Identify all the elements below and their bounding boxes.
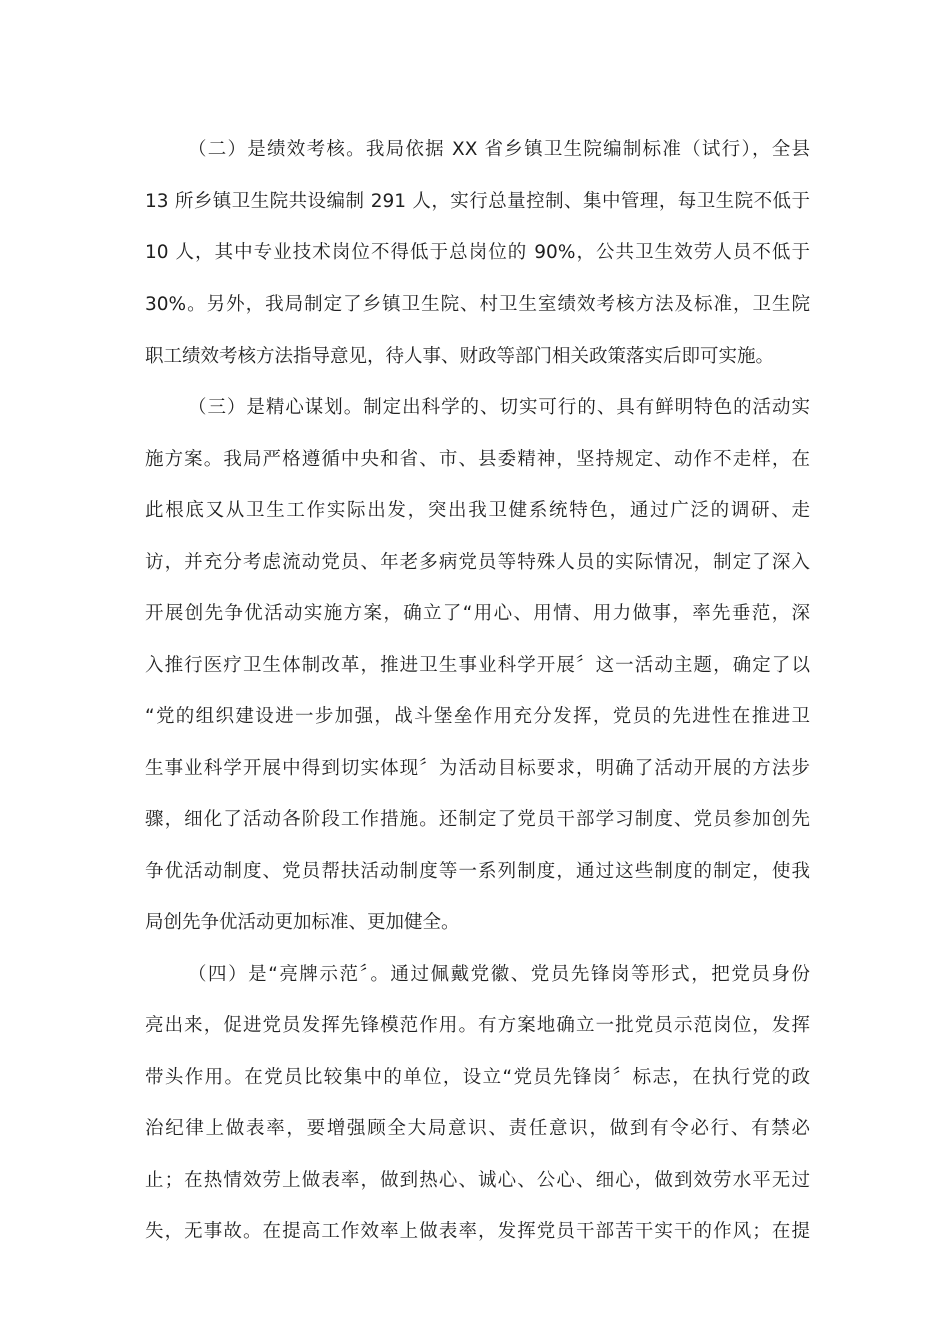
paragraph-3-line-3: 此根底又从卫生工作实际出发，突出我卫健系统特色，通过广泛的调研、走	[145, 500, 810, 521]
paragraph-3-line-8: 生事业科学开展中得到切实体现〞为活动目标要求，明确了活动开展的方法步	[145, 758, 810, 779]
paragraph-2-line-2: 13 所乡镇卫生院共设编制 291 人，实行总量控制、集中管理，每卫生院不低于	[145, 191, 810, 212]
paragraph-3-line-9: 骤，细化了活动各阶段工作措施。还制定了党员干部学习制度、党员参加创先	[145, 809, 810, 830]
paragraph-4-line-6: 失，无事故。在提高工作效率上做表率，发挥党员干部苦干实干的作风；在提	[145, 1221, 810, 1242]
paragraph-2-line-3: 10 人，其中专业技术岗位不得低于总岗位的 90%，公共卫生效劳人员不低于	[145, 242, 810, 263]
paragraph-3-line-5: 开展创先争优活动实施方案，确立了“用心、用情、用力做事，率先垂范，深	[145, 603, 810, 624]
paragraph-2-line-5: 职工绩效考核方法指导意见，待人事、财政等部门相关政策落实后即可实施。	[145, 346, 775, 367]
paragraph-3-line-2: 施方案。我局严格遵循中央和省、市、县委精神，坚持规定、动作不走样，在	[145, 449, 810, 470]
paragraph-4-line-2: 亮出来，促进党员发挥先锋模范作用。有方案地确立一批党员示范岗位，发挥	[145, 1015, 810, 1036]
paragraph-3-line-6: 入推行医疗卫生体制改革，推进卫生事业科学开展〞这一活动主题，确定了以	[145, 655, 810, 676]
paragraph-4-line-3: 带头作用。在党员比较集中的单位，设立“党员先锋岗〞标志，在执行党的政	[145, 1067, 810, 1088]
paragraph-3-line-1: （三）是精心谋划。制定出科学的、切实可行的、具有鲜明特色的活动实	[188, 397, 810, 418]
paragraph-3-line-4: 访，并充分考虑流动党员、年老多病党员等特殊人员的实际情况，制定了深入	[145, 552, 810, 573]
paragraph-4-line-4: 治纪律上做表率，要增强顾全大局意识、责任意识，做到有令必行、有禁必	[145, 1118, 810, 1139]
paragraph-3-line-11: 局创先争优活动更加标准、更加健全。	[145, 912, 460, 933]
paragraph-3-line-7: “党的组织建设进一步加强，战斗堡垒作用充分发挥，党员的先进性在推进卫	[145, 706, 810, 727]
paragraph-2-line-4: 30%。另外，我局制定了乡镇卫生院、村卫生室绩效考核方法及标准，卫生院	[145, 294, 810, 315]
paragraph-3-line-10: 争优活动制度、党员帮扶活动制度等一系列制度，通过这些制度的制定，使我	[145, 861, 810, 882]
paragraph-2-line-1: （二）是绩效考核。我局依据 XX 省乡镇卫生院编制标准（试行），全县	[188, 139, 810, 160]
paragraph-4-line-5: 止；在热情效劳上做表率，做到热心、诚心、公心、细心，做到效劳水平无过	[145, 1170, 810, 1191]
paragraph-4-line-1: （四）是“亮牌示范〞。通过佩戴党徽、党员先锋岗等形式，把党员身份	[188, 964, 810, 985]
